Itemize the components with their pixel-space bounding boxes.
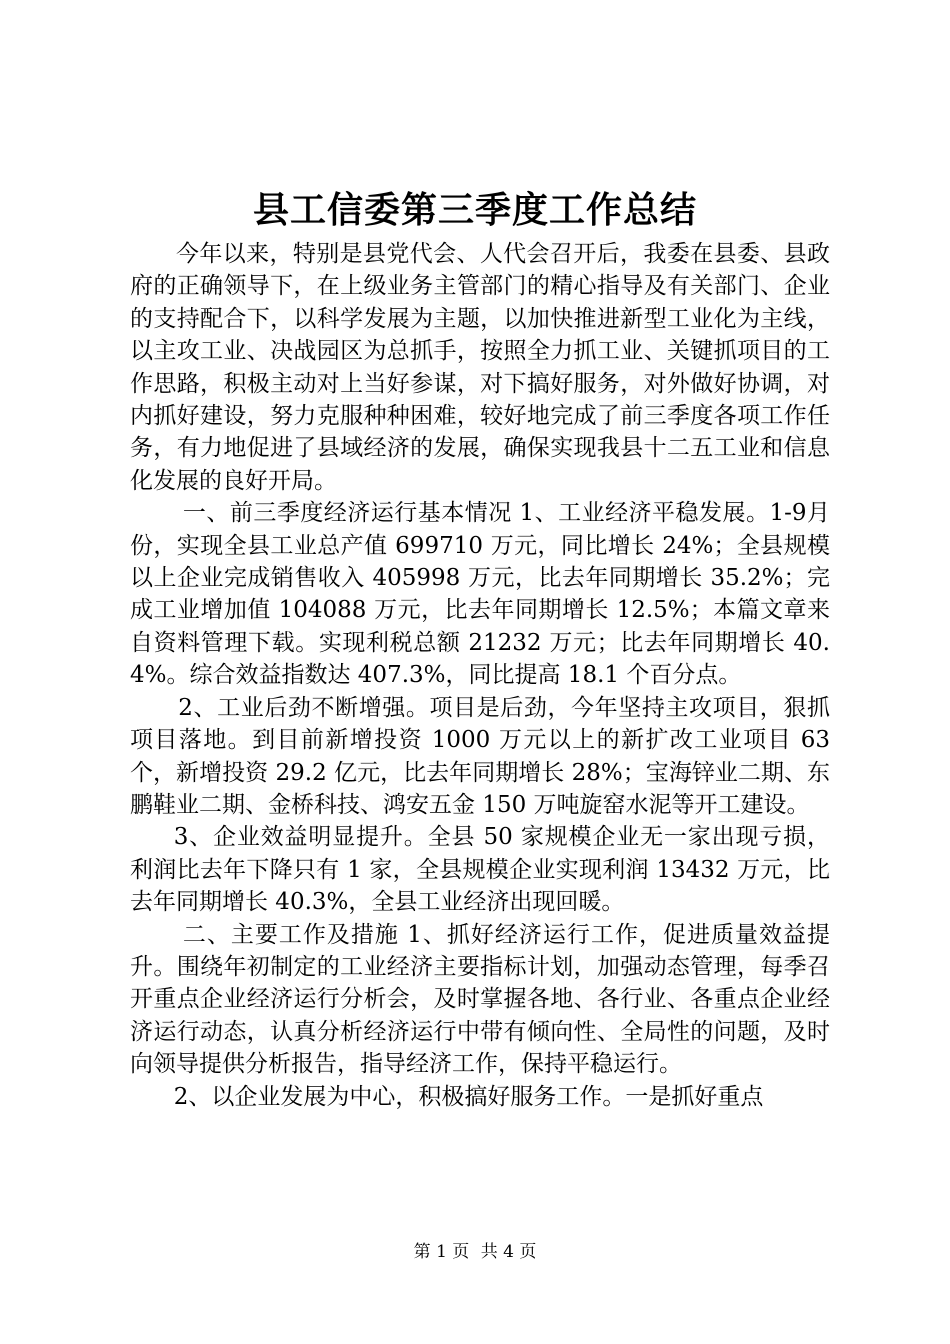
- paragraph-economic-overview: 一、前三季度经济运行基本情况 1、工业经济平稳发展。1-9月份，实现全县工业总产值 699710 万元，同比增长 24%；全县规模以上企业完成销售收入 405998 万元，比去年同期增长 35.2%；完成工业增加值 104088 万元，比去年同期增长 12.5%；本篇文章来自资料管理下载。实现利税总额 21232 万元；比去年同期增长 40.4%。综合效益指数达 407.3%，同比提高 18.1 个百分点。: [130, 500, 830, 689]
- paragraph-enterprise-benefits: 3、企业效益明显提升。全县 50 家规模企业无一家出现亏损，利润比去年下降只有 1 家，全县规模企业实现利润 13432 万元，比去年同期增长 40.3%，全县工业经济出现回暖。: [130, 824, 830, 916]
- paragraph-main-measures: 二、主要工作及措施 1、抓好经济运行工作，促进质量效益提升。围绕年初制定的工业经济主要指标计划，加强动态管理，每季召开重点企业经济运行分析会，及时掌握各地、各行业、各重点企业经济运行动态，认真分析经济运行中带有倾向性、全局性的问题，及时向领导提供分析报告，指导经济工作，保持平稳运行。: [130, 921, 830, 1078]
- document-title: 县工信委第三季度工作总结: [252, 189, 697, 231]
- paragraph-industrial-momentum: 2、工业后劲不断增强。项目是后劲，今年坚持主攻项目，狠抓项目落地。到目前新增投资 1000 万元以上的新扩改工业项目 63 个，新增投资 29.2 亿元，比去年同期增长 28%；宝海锌业二期、东鹏鞋业二期、金桥科技、鸿安五金 150 万吨旋窑水泥等开工建设。: [130, 694, 830, 818]
- page-number-total: 共 4 页: [480, 1242, 537, 1262]
- document-body: [130, 238, 830, 1113]
- page-number-current: 第 1 页: [413, 1242, 470, 1262]
- page-footer: [0, 1240, 950, 1264]
- paragraph-intro: 今年以来，特别是县党代会、人代会召开后，我委在县委、县政府的正确领导下，在上级业务主管部门的精心指导及有关部门、企业的支持配合下，以科学发展为主题，以加快推进新型工业化为主线，以主攻工业、决战园区为总抓手，按照全力抓工业、关键抓项目的工作思路，积极主动对上当好参谋，对下搞好服务，对外做好协调，对内抓好建设，努力克服种种困难，较好地完成了前三季度各项工作任务，有力地促进了县域经济的发展，确保实现我县十二五工业和信息化发展的良好开局。: [130, 241, 830, 494]
- paragraph-enterprise-service: 2、以企业发展为中心，积极搞好服务工作。一是抓好重点: [173, 1083, 764, 1110]
